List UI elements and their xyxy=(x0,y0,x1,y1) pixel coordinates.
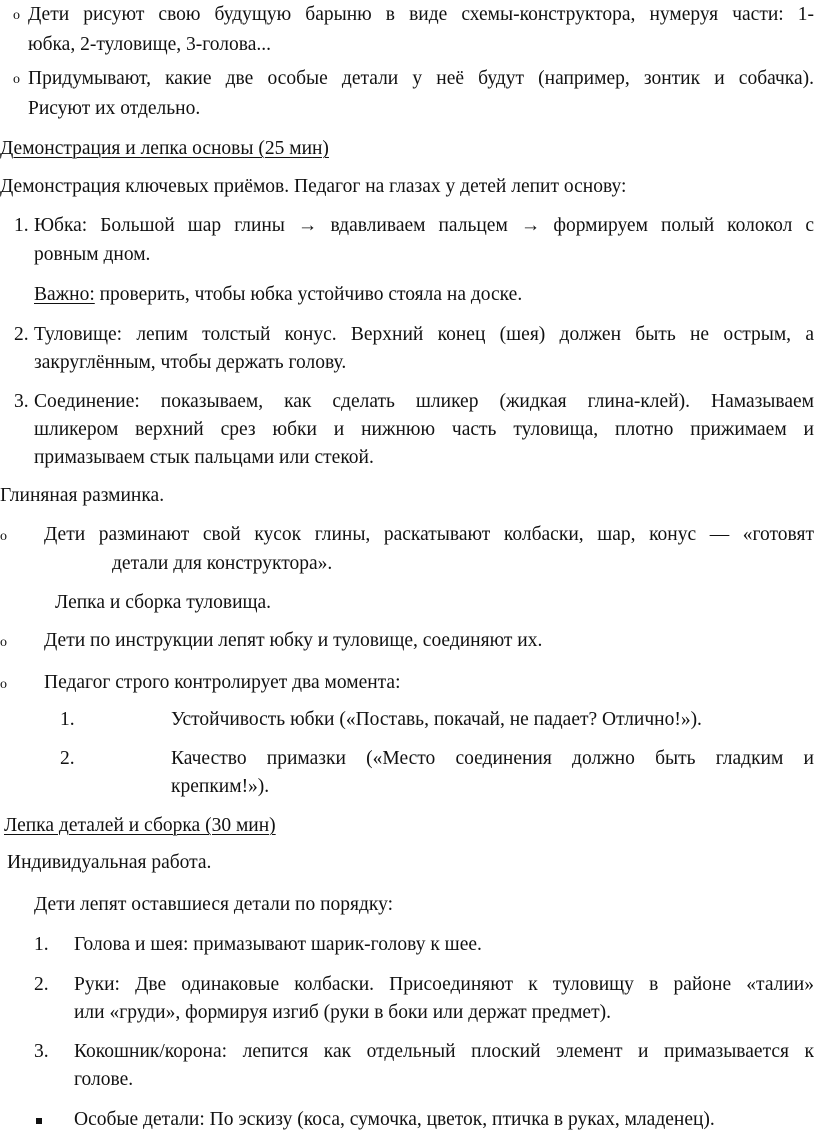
details-item-3-line-2: голове. xyxy=(74,1069,134,1090)
details-item-2-line-1: Руки: Две одинаковые колбаски. Присоединяют к туловищу в районе «талии» xyxy=(74,974,814,995)
assembly-item-1: Дети по инструкции лепят юбку и туловище, соединяют их. xyxy=(44,630,543,651)
assembly-sub-2-line-2: крепким!»). xyxy=(171,776,270,797)
demo-item-1-line-2: ровным дном. xyxy=(34,244,151,265)
section-heading-warmup: Глиняная разминка. xyxy=(0,485,165,506)
demo-item-3-line-2: шликером верхний срез юбки и нижнюю часть туловища, плотно прижимаем и xyxy=(34,419,814,440)
details-item-2-line-2: или «груди», формируя изгиб (руки в боки или держат предмет). xyxy=(74,1002,611,1023)
square-bullet-icon xyxy=(36,1118,42,1124)
section-heading-demo: Демонстрация и лепка основы (25 мин) xyxy=(0,138,329,159)
assembly-sub-2-line-1: Качество примазки («Место соединения должно быть гладким и xyxy=(171,748,814,769)
section-heading-assembly: Лепка и сборка туловища. xyxy=(55,592,272,613)
demo-item-3-number: 3. xyxy=(14,391,29,412)
demo-item-2-number: 2. xyxy=(14,324,29,345)
bullet-marker: o xyxy=(0,529,7,544)
demo-item-3-line-3: примазываем стык пальцами или стекой. xyxy=(34,447,374,468)
details-item-3-number: 3. xyxy=(34,1041,49,1062)
warmup-item-line-2: детали для конструктора». xyxy=(112,553,333,574)
assembly-sub-1-number: 1. xyxy=(60,709,75,730)
demo-item-3-line-1: Соединение: показываем, как сделать шликер (жидкая глина-клей). Намазываем xyxy=(34,391,814,412)
intro-item-1-line-1: Дети рисуют свою будущую барыню в виде схемы-конструктора, нумеруя части: 1- xyxy=(28,4,814,25)
important-note xyxy=(34,280,522,310)
assembly-item-2: Педагог строго контролирует два момента: xyxy=(44,672,401,693)
demo-item-1-line-1: Юбка: Большой шар глины → вдавливаем пальцем → формируем полый колокол с xyxy=(34,215,814,236)
important-label: Важно: xyxy=(34,284,95,305)
details-item-1-text: Голова и шея: примазывают шарик-голову к шее. xyxy=(74,934,482,955)
details-lead: Дети лепят оставшиеся детали по порядку: xyxy=(34,894,394,915)
details-item-3-line-1: Кокошник/корона: лепится как отдельный плоский элемент и примазывается к xyxy=(74,1041,814,1062)
demo-item-2-line-2: закруглённым, чтобы держать голову. xyxy=(34,352,347,373)
important-text: проверить, чтобы юбка устойчиво стояла на доске. xyxy=(94,284,523,305)
details-item-1-number: 1. xyxy=(34,934,49,955)
intro-item-2-line-2: Рисуют их отдельно. xyxy=(28,98,201,119)
warmup-item-line-1: Дети разминают свой кусок глины, раскатывают колбаски, шар, конус — «готовят xyxy=(44,524,814,545)
bullet-marker: o xyxy=(13,8,20,23)
demo-item-2-line-1: Туловище: лепим толстый конус. Верхний конец (шея) должен быть не острым, а xyxy=(34,324,814,345)
intro-item-2-line-1: Придумывают, какие две особые детали у неё будут (например, зонтик и собачка). xyxy=(28,68,814,89)
section-heading-details: Лепка деталей и сборка (30 мин) xyxy=(4,815,276,836)
details-special: Особые детали: По эскизу (коса, сумочка, цветок, птичка в руках, младенец). xyxy=(74,1109,715,1130)
intro-item-1-line-2: юбка, 2-туловище, 3-голова... xyxy=(28,34,271,55)
details-subheading: Индивидуальная работа. xyxy=(7,852,212,873)
bullet-marker: o xyxy=(0,677,7,692)
bullet-marker: o xyxy=(0,635,7,650)
assembly-sub-1-text: Устойчивость юбки («Поставь, покачай, не падает? Отлично!»). xyxy=(171,709,702,730)
bullet-marker: o xyxy=(13,72,20,87)
details-item-2-number: 2. xyxy=(34,974,49,995)
demo-lead: Демонстрация ключевых приёмов. Педагог на глазах у детей лепит основу: xyxy=(0,176,627,197)
demo-item-1-number: 1. xyxy=(14,215,29,236)
assembly-sub-2-number: 2. xyxy=(60,748,75,769)
